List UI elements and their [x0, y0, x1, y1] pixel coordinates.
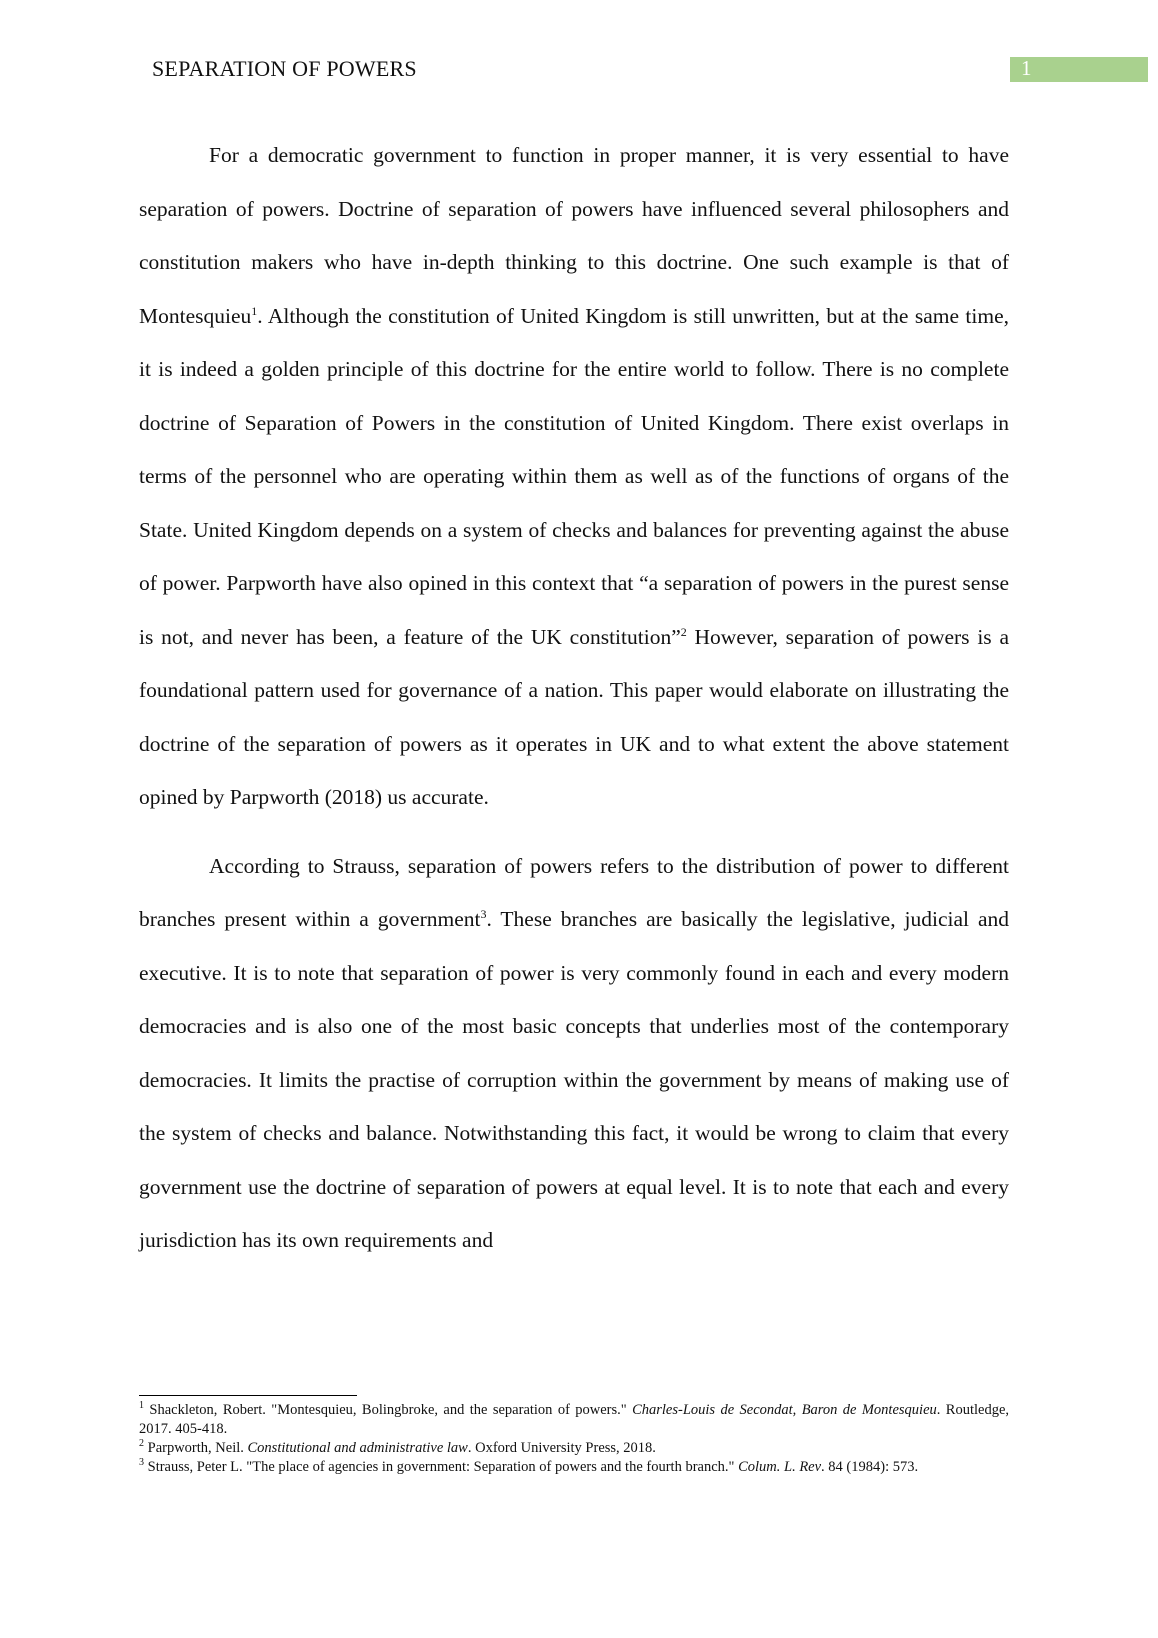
footnote-3-number: 3: [139, 1457, 144, 1469]
footnote-2-text: Parpworth, Neil.: [144, 1440, 248, 1456]
page-number: 1: [1021, 56, 1032, 80]
paragraph-2-part-b: . These branches are basically the legislative, judicial and executive. It is to note that separation of power is very commonly found in each and every modern democracies and is also one of the most basic concepts that underlies most of the contemporary democracies. It limits the practise of corruption within the government by means of making use of the system of checks and balance. Notwithstanding this fact, it would be wrong to claim that every government use the doctrine of separation of powers at equal level. It is to note that each and every jurisdiction has its own requirements and: [139, 907, 1010, 1252]
footnote-3: [139, 1458, 1009, 1477]
footnote-2: [139, 1439, 1009, 1458]
paragraph-2-part-a: According to Strauss, separation of powers refers to the distribution of power to different branches present within a government: [139, 853, 1009, 931]
footnote-1-title: Charles-Louis de Secondat, Baron de Montesquieu: [632, 1402, 937, 1418]
footnote-reference-1[interactable]: 1: [251, 303, 258, 318]
footnote-3-title: Colum. L. Rev: [738, 1459, 822, 1475]
footnote-separator: [139, 1395, 357, 1396]
paragraph-1: [139, 129, 1009, 825]
footnote-reference-2[interactable]: 2: [680, 624, 687, 639]
footnote-1: [139, 1401, 1009, 1439]
footnote-2-tail: . Oxford University Press, 2018.: [467, 1440, 656, 1456]
footnote-3-text: Strauss, Peter L. "The place of agencies in government: Separation of powers and the fourth branch.": [144, 1459, 739, 1475]
paragraph-1-part-a: For a democratic government to function in proper manner, it is very essential to have separation of powers. Doctrine of separation of powers have influenced several philosophers and constitution makers who have in-depth thinking to this doctrine. One such example is that of Montesquieu: [139, 143, 1009, 328]
running-header-title: SEPARATION OF POWERS: [152, 56, 417, 81]
paragraph-2: [139, 840, 1009, 1268]
body-text: [139, 129, 1009, 1268]
paragraph-1-part-c: However, separation of powers is a foundational pattern used for governance of a nation. This paper would elaborate on illustrating the doctrine of the separation of powers as it operates in UK and to what extent the above statement opined by Parpworth (2018) us accurate.: [139, 624, 1009, 809]
footnote-1-text: Shackleton, Robert. "Montesquieu, Bolingbroke, and the separation of powers.": [144, 1402, 633, 1418]
footnote-2-number: 2: [139, 1438, 144, 1450]
footnote-3-tail: . 84 (1984): 573.: [821, 1459, 919, 1475]
footnotes: [139, 1401, 1009, 1477]
paragraph-1-part-b: . Although the constitution of United Kingdom is still unwritten, but at the same time, it is indeed a golden principle of this doctrine for the entire world to follow. There is no complete doctrine of Separation of Powers in the constitution of United Kingdom. There exist overlaps in terms of the personnel who are operating within them as well as of the functions of organs of the State. United Kingdom depends on a system of checks and balances for preventing against the abuse of power. Parpworth have also opined in this context that “a separation of powers in the purest sense is not, and never has been, a feature of the UK constitution”: [139, 303, 1009, 649]
footnote-2-title: Constitutional and administrative law: [247, 1440, 468, 1456]
footnote-reference-3[interactable]: 3: [480, 906, 487, 921]
footnote-1-tail: . Routledge, 2017. 405-418.: [139, 1402, 1009, 1437]
footnote-1-number: 1: [139, 1400, 144, 1412]
